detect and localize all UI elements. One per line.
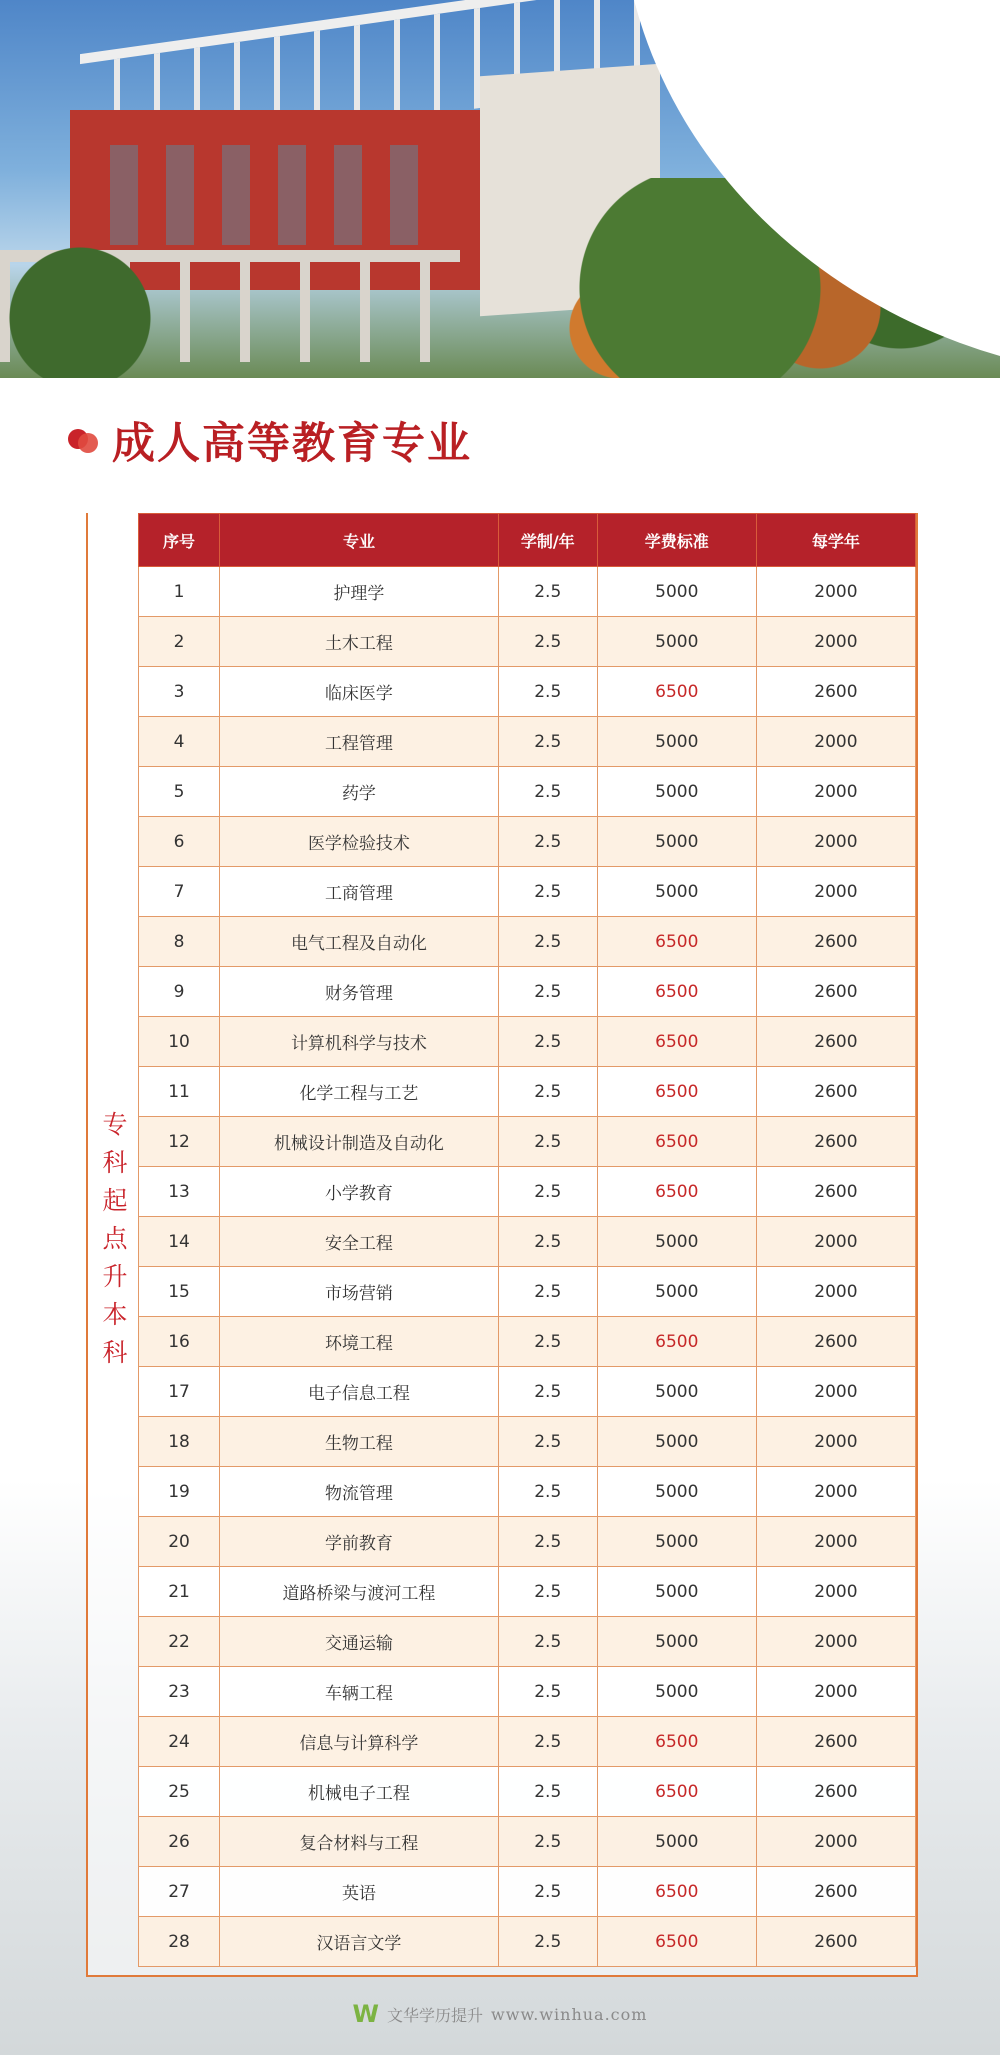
header-years: 学制/年 (498, 514, 597, 567)
cell-per-year: 2600 (756, 917, 915, 967)
cell-major: 信息与计算科学 (220, 1717, 499, 1767)
cell-years: 2.5 (498, 1167, 597, 1217)
cell-years: 2.5 (498, 767, 597, 817)
cell-fee: 6500 (597, 1017, 756, 1067)
cell-years: 2.5 (498, 817, 597, 867)
cell-years: 2.5 (498, 1917, 597, 1967)
table-row (139, 1167, 916, 1217)
cell-per-year: 2600 (756, 1767, 915, 1817)
cell-major: 汉语言文学 (220, 1917, 499, 1967)
cell-fee: 5000 (597, 867, 756, 917)
cell-no: 14 (139, 1217, 220, 1267)
cell-fee: 6500 (597, 1117, 756, 1167)
table-row (139, 1067, 916, 1117)
table-row (139, 1817, 916, 1867)
table-row (139, 717, 916, 767)
cell-no: 9 (139, 967, 220, 1017)
cell-major: 车辆工程 (220, 1667, 499, 1717)
cell-per-year: 2000 (756, 867, 915, 917)
cell-major: 化学工程与工艺 (220, 1067, 499, 1117)
cell-no: 2 (139, 617, 220, 667)
cell-fee: 6500 (597, 1717, 756, 1767)
cell-major: 临床医学 (220, 667, 499, 717)
cell-major: 工商管理 (220, 867, 499, 917)
cell-no: 21 (139, 1567, 220, 1617)
cell-major: 计算机科学与技术 (220, 1017, 499, 1067)
cell-no: 8 (139, 917, 220, 967)
table-row (139, 1117, 916, 1167)
cell-per-year: 2000 (756, 1667, 915, 1717)
cell-no: 6 (139, 817, 220, 867)
cell-major: 交通运输 (220, 1617, 499, 1667)
table-row (139, 1717, 916, 1767)
cell-per-year: 2000 (756, 1267, 915, 1317)
cell-fee: 5000 (597, 617, 756, 667)
majors-table (138, 513, 916, 1967)
cell-per-year: 2000 (756, 1367, 915, 1417)
table-row (139, 1267, 916, 1317)
cell-major: 医学检验技术 (220, 817, 499, 867)
cell-fee: 6500 (597, 1167, 756, 1217)
footer-url: www.winhua.com (491, 2004, 648, 2024)
table-row (139, 967, 916, 1017)
cell-years: 2.5 (498, 617, 597, 667)
cell-major: 机械电子工程 (220, 1767, 499, 1817)
cell-no: 3 (139, 667, 220, 717)
cell-fee: 6500 (597, 1917, 756, 1967)
cell-years: 2.5 (498, 1767, 597, 1817)
cell-major: 学前教育 (220, 1517, 499, 1567)
cell-no: 25 (139, 1767, 220, 1817)
table-row (139, 917, 916, 967)
cell-fee: 5000 (597, 817, 756, 867)
cell-per-year: 2600 (756, 667, 915, 717)
table-row (139, 867, 916, 917)
table-row (139, 667, 916, 717)
cell-fee: 5000 (597, 1817, 756, 1867)
cell-per-year: 2600 (756, 1167, 915, 1217)
table-row (139, 1667, 916, 1717)
cell-per-year: 2000 (756, 1567, 915, 1617)
cell-major: 土木工程 (220, 617, 499, 667)
cell-years: 2.5 (498, 1117, 597, 1167)
cell-fee: 6500 (597, 1767, 756, 1817)
cell-fee: 6500 (597, 1317, 756, 1367)
table-body (139, 567, 916, 1967)
cell-per-year: 2600 (756, 1067, 915, 1117)
cell-fee: 6500 (597, 967, 756, 1017)
cell-per-year: 2000 (756, 1217, 915, 1267)
cell-no: 28 (139, 1917, 220, 1967)
cell-per-year: 2000 (756, 1817, 915, 1867)
cell-fee: 5000 (597, 1467, 756, 1517)
cell-per-year: 2600 (756, 1917, 915, 1967)
side-label (88, 513, 138, 1975)
cell-fee: 5000 (597, 1217, 756, 1267)
table-row (139, 1767, 916, 1817)
section-title-row (68, 410, 472, 470)
cell-no: 19 (139, 1467, 220, 1517)
cell-no: 17 (139, 1367, 220, 1417)
cell-major: 财务管理 (220, 967, 499, 1017)
brand-logo-icon: W (352, 2000, 380, 2028)
table-row (139, 1517, 916, 1567)
cell-major: 电子信息工程 (220, 1367, 499, 1417)
table-row (139, 1617, 916, 1667)
cell-no: 15 (139, 1267, 220, 1317)
table-row (139, 1467, 916, 1517)
cell-no: 7 (139, 867, 220, 917)
cell-no: 12 (139, 1117, 220, 1167)
cell-major: 电气工程及自动化 (220, 917, 499, 967)
cell-fee: 5000 (597, 1267, 756, 1317)
cell-years: 2.5 (498, 867, 597, 917)
cell-major: 环境工程 (220, 1317, 499, 1367)
table-header-row (139, 514, 916, 567)
cell-major: 小学教育 (220, 1167, 499, 1217)
cell-no: 20 (139, 1517, 220, 1567)
cell-years: 2.5 (498, 1217, 597, 1267)
cell-years: 2.5 (498, 1367, 597, 1417)
cell-per-year: 2000 (756, 1417, 915, 1467)
cell-years: 2.5 (498, 1717, 597, 1767)
cell-fee: 6500 (597, 1867, 756, 1917)
cell-per-year: 2600 (756, 1317, 915, 1367)
cell-years: 2.5 (498, 717, 597, 767)
page-title: 成人高等教育专业 (112, 418, 472, 469)
cell-per-year: 2000 (756, 567, 915, 617)
table-row (139, 1917, 916, 1967)
cell-no: 4 (139, 717, 220, 767)
table-row (139, 1417, 916, 1467)
table-row (139, 1317, 916, 1367)
cell-fee: 5000 (597, 567, 756, 617)
cell-no: 1 (139, 567, 220, 617)
table-row (139, 817, 916, 867)
cell-major: 工程管理 (220, 717, 499, 767)
cell-per-year: 2600 (756, 1117, 915, 1167)
hero-photo (0, 0, 1000, 378)
header-no: 序号 (139, 514, 220, 567)
cell-years: 2.5 (498, 1867, 597, 1917)
cell-years: 2.5 (498, 1617, 597, 1667)
cell-years: 2.5 (498, 967, 597, 1017)
cell-major: 机械设计制造及自动化 (220, 1117, 499, 1167)
cell-no: 26 (139, 1817, 220, 1867)
table-row (139, 1367, 916, 1417)
cell-fee: 5000 (597, 1667, 756, 1717)
table-row (139, 1567, 916, 1617)
cell-per-year: 2600 (756, 967, 915, 1017)
cell-fee: 5000 (597, 1417, 756, 1467)
majors-table-container (86, 513, 918, 1977)
cell-years: 2.5 (498, 1417, 597, 1467)
title-dots-icon (68, 427, 100, 453)
cell-major: 安全工程 (220, 1217, 499, 1267)
cell-major: 复合材料与工程 (220, 1817, 499, 1867)
cell-years: 2.5 (498, 1017, 597, 1067)
cell-per-year: 2000 (756, 1467, 915, 1517)
cell-no: 22 (139, 1617, 220, 1667)
cell-major: 道路桥梁与渡河工程 (220, 1567, 499, 1617)
cell-fee: 5000 (597, 1517, 756, 1567)
cell-major: 市场营销 (220, 1267, 499, 1317)
cell-fee: 5000 (597, 1567, 756, 1617)
cell-years: 2.5 (498, 1067, 597, 1117)
table-row (139, 767, 916, 817)
cell-fee: 6500 (597, 667, 756, 717)
cell-no: 16 (139, 1317, 220, 1367)
cell-no: 23 (139, 1667, 220, 1717)
table-row (139, 567, 916, 617)
side-label-text: 专科起点升本科 (99, 1111, 128, 1377)
footer-brand: 文华学历提升 (387, 2005, 484, 2025)
header-fee: 学费标准 (597, 514, 756, 567)
cell-fee: 6500 (597, 917, 756, 967)
cell-years: 2.5 (498, 1267, 597, 1317)
cell-per-year: 2000 (756, 817, 915, 867)
cell-per-year: 2600 (756, 1717, 915, 1767)
cell-years: 2.5 (498, 1817, 597, 1867)
cell-no: 11 (139, 1067, 220, 1117)
cell-major: 护理学 (220, 567, 499, 617)
cell-years: 2.5 (498, 1567, 597, 1617)
cell-no: 18 (139, 1417, 220, 1467)
cell-no: 5 (139, 767, 220, 817)
cell-fee: 5000 (597, 767, 756, 817)
cell-per-year: 2000 (756, 617, 915, 667)
cell-no: 24 (139, 1717, 220, 1767)
cell-no: 13 (139, 1167, 220, 1217)
cell-years: 2.5 (498, 567, 597, 617)
cell-fee: 5000 (597, 717, 756, 767)
cell-per-year: 2000 (756, 1517, 915, 1567)
cell-major: 生物工程 (220, 1417, 499, 1467)
table-row (139, 1867, 916, 1917)
cell-fee: 5000 (597, 1617, 756, 1667)
cell-years: 2.5 (498, 1317, 597, 1367)
cell-years: 2.5 (498, 1467, 597, 1517)
header-major: 专业 (220, 514, 499, 567)
cell-no: 10 (139, 1017, 220, 1067)
table-row (139, 1017, 916, 1067)
cell-major: 药学 (220, 767, 499, 817)
cell-major: 物流管理 (220, 1467, 499, 1517)
table-row (139, 1217, 916, 1267)
cell-per-year: 2000 (756, 1617, 915, 1667)
cell-per-year: 2000 (756, 767, 915, 817)
footer (0, 2000, 1000, 2028)
header-per-year: 每学年 (756, 514, 915, 567)
cell-years: 2.5 (498, 1517, 597, 1567)
cell-no: 27 (139, 1867, 220, 1917)
cell-fee: 6500 (597, 1067, 756, 1117)
cell-years: 2.5 (498, 1667, 597, 1717)
cell-major: 英语 (220, 1867, 499, 1917)
cell-years: 2.5 (498, 917, 597, 967)
cell-per-year: 2600 (756, 1867, 915, 1917)
table-row (139, 617, 916, 667)
cell-per-year: 2000 (756, 717, 915, 767)
cell-years: 2.5 (498, 667, 597, 717)
cell-per-year: 2600 (756, 1017, 915, 1067)
cell-fee: 5000 (597, 1367, 756, 1417)
